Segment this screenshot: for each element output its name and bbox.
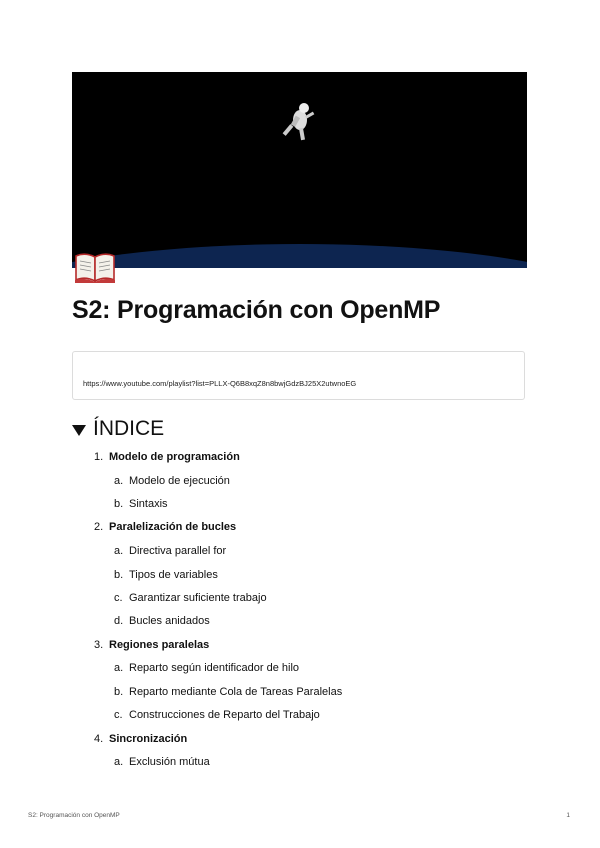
toc-subitem-letter: a. <box>114 662 124 674</box>
toc-subitem-2c[interactable] <box>114 592 267 604</box>
toc-subitem-label: Sintaxis <box>129 498 168 510</box>
toc-subitem-label: Bucles anidados <box>129 615 210 627</box>
toc-subitem-letter: a. <box>114 756 124 768</box>
toc-item-number: 2. <box>94 521 104 533</box>
toc-subitem-letter: b. <box>114 686 124 698</box>
toc-item-number: 1. <box>94 451 104 463</box>
toc-subitem-2d[interactable] <box>114 615 210 627</box>
toc-item-number: 4. <box>94 733 104 745</box>
toc-subitem-letter: c. <box>114 592 123 604</box>
toc-subitem-1b[interactable] <box>114 498 168 510</box>
toc-subitem-letter: c. <box>114 709 123 721</box>
toc-subitem-letter: a. <box>114 475 124 487</box>
video-link-url[interactable]: https://www.youtube.com/playlist?list=PLLX-Q6B8xqZ8n8bwjGdzBJ25X2utwnoEG <box>83 379 357 388</box>
toc-item-label: Modelo de programación <box>109 451 240 463</box>
toc-subitem-2a[interactable] <box>114 545 226 557</box>
toc-subitem-label: Reparto mediante Cola de Tareas Paralelas <box>129 686 343 698</box>
toc-item-number: 3. <box>94 639 104 651</box>
toc-subitem-3c[interactable] <box>114 709 320 721</box>
toc-subitem-label: Reparto según identificador de hilo <box>129 662 300 674</box>
toc-subitem-label: Garantizar suficiente trabajo <box>129 592 267 604</box>
toc-subitem-label: Exclusión mútua <box>129 756 210 768</box>
footer-page-number: 1 <box>566 812 570 819</box>
open-book-icon <box>74 250 116 284</box>
triangle-down-icon[interactable] <box>72 425 86 436</box>
toc-heading-label: ÍNDICE <box>93 417 165 440</box>
toc-subitem-letter: b. <box>114 569 124 581</box>
toc-subitem-label: Directiva parallel for <box>129 545 227 557</box>
toc-subitem-letter: b. <box>114 498 124 510</box>
cover-image <box>72 72 527 268</box>
footer-document-title: S2: Programación con OpenMP <box>28 812 120 819</box>
toc-item-3[interactable] <box>94 639 209 651</box>
toc-toggle-heading[interactable] <box>72 417 164 441</box>
toc-subitem-1a[interactable] <box>114 475 230 487</box>
toc-subitem-letter: a. <box>114 545 124 557</box>
toc-item-label: Regiones paralelas <box>109 639 210 651</box>
video-link-bookmark[interactable] <box>72 351 525 400</box>
toc-item-1[interactable] <box>94 451 240 463</box>
toc-item-label: Sincronización <box>109 733 188 745</box>
toc-item-4[interactable] <box>94 733 187 745</box>
toc-subitem-3a[interactable] <box>114 662 299 674</box>
toc-subitem-letter: d. <box>114 615 124 627</box>
toc-subitem-label: Tipos de variables <box>129 569 218 581</box>
toc-subitem-3b[interactable] <box>114 686 342 698</box>
toc-subitem-4a[interactable] <box>114 756 210 768</box>
toc-subitem-label: Modelo de ejecución <box>129 475 230 487</box>
toc-subitem-label: Construcciones de Reparto del Trabajo <box>129 709 320 721</box>
page-title: S2: Programación con OpenMP <box>72 296 441 324</box>
toc-item-label: Paralelización de bucles <box>109 521 237 533</box>
toc-subitem-2b[interactable] <box>114 569 218 581</box>
toc-item-2[interactable] <box>94 521 236 533</box>
